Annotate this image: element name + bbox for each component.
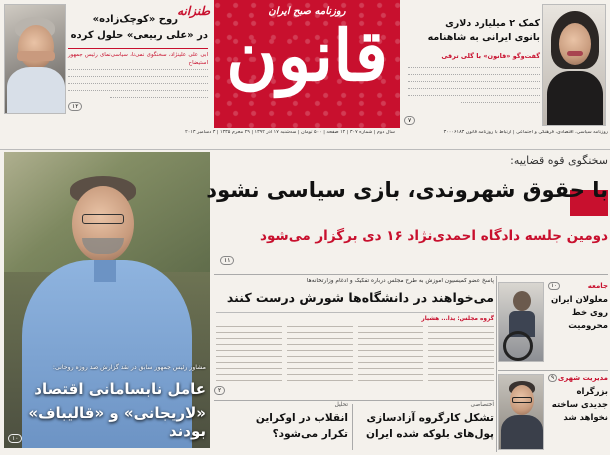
top-left-story[interactable] (68, 4, 210, 114)
lead-story[interactable] (206, 152, 608, 272)
divider (214, 274, 608, 275)
left-feature-headline-1: عامل نابسامانی اقتصاد (34, 380, 206, 398)
top-left-body (68, 66, 208, 110)
masthead-logo[interactable] (214, 0, 400, 128)
left-feature-story[interactable] (4, 360, 210, 450)
top-right-photo (542, 4, 606, 126)
lead-headline: با حقوق شهروندی، بازی سیاسی نشود (206, 178, 608, 202)
center-kicker: پاسخ عضو کمیسیون آموزش به طرح مجلس درباره تفکیک و ادغام وزارتخانه‌ها (306, 278, 494, 284)
top-right-headline-1: کمک ۲ میلیارد دلاری (445, 18, 540, 29)
left-feature-kicker: مشاور رئیس جمهور سابق در نقد گزارش صد روزه روحانی: (52, 364, 206, 371)
top-right-byline: گفت‌وگو «قانون» با گلی ترقی (441, 52, 540, 60)
top-left-headline-1: روح «کوچک‌زاده» (92, 14, 178, 25)
center-page-ref: ۲ (214, 386, 225, 395)
masthead-tagline: روزنامه صبح ایران (268, 6, 346, 17)
lead-page-ref: ۱۱ (220, 256, 234, 265)
divider (498, 370, 608, 371)
satire-badge: طنزانه (177, 4, 210, 18)
top-right-page-ref: ۷ (404, 116, 415, 125)
masthead-title: قانون (226, 14, 388, 97)
sidebar-divider (496, 276, 497, 452)
side-bottom-section: مدیریت شهری (557, 374, 608, 382)
bottom-center-headline-1: تشکل کارگروه آزادسازی (366, 412, 494, 424)
bottom-left-headline-1: انقلاب در اوکراین (255, 412, 348, 424)
side-top-headline: معلولان ایران روی خط محرومیت (551, 295, 608, 331)
center-byline: گروه مجلس: یدا... هشیار (421, 316, 494, 322)
lead-kicker: سخنگوی قوه قضاییه: (510, 154, 608, 167)
official-photo (498, 374, 544, 450)
divider (352, 404, 353, 450)
side-top-page-ref: ۱۰ (548, 282, 560, 290)
masthead-issue-line: سال دوم | شماره ۳۰۷ | ۱۲ صفحه | ۵۰۰ تومان | سه‌شنبه ۱۷ آذر ۱۳۹۲ | ۲۹ محرم ۱۴۳۵ | ۳ دسامبر ۲۰۱۳ (185, 130, 395, 135)
top-left-photo (4, 4, 66, 114)
side-top-section: جامعه (587, 282, 608, 290)
top-right-headline-2: بانوی ایرانی به شاهنامه (427, 32, 540, 43)
divider (214, 400, 494, 401)
bottom-left-story[interactable] (214, 402, 348, 452)
left-feature-headline-2: «لاریجانی» و «قالیباف» بودند (28, 404, 206, 440)
bottom-center-kicker: اختصاصی (470, 402, 494, 408)
top-left-headline-2: در «علی ربیعی» حلول کرده (70, 30, 208, 41)
left-feature-page-ref: ۱۰ (8, 434, 22, 443)
center-headline: می‌خواهند در دانشگاه‌ها شورش درست کنند (226, 290, 494, 305)
side-bottom-page-ref: ۹ (548, 374, 557, 382)
masthead-subtitle-line: روزنامه سیاسی، اقتصادی، فرهنگی و اجتماعی | ارتباط با روزنامه قانون ۳۰۰۰۶۱۸۳ (443, 130, 608, 135)
side-top-story[interactable] (498, 282, 608, 368)
wheelchair-photo (498, 282, 544, 362)
side-bottom-headline: بزرگراه جدیدی ساخته نخواهد شد (551, 387, 608, 423)
side-bottom-story[interactable] (498, 374, 608, 452)
center-body (216, 326, 494, 386)
top-left-subline: ابی علی علینژاد، سخنگوی نمی‌نا، سیاسی‌نمای رئیس جمهور استیضاح (68, 52, 208, 66)
bottom-center-story[interactable] (356, 402, 494, 452)
bottom-left-headline-2: تکرار می‌شود؟ (272, 428, 348, 440)
top-right-body (408, 64, 540, 116)
center-story[interactable] (214, 276, 494, 396)
lead-subhead: دومین جلسه دادگاه احمدی‌نژاد ۱۶ دی برگزار می‌شود (260, 228, 608, 244)
bottom-center-headline-2: پول‌های بلوکه شده ایران (366, 428, 494, 440)
top-left-page-ref: ۱۲ (68, 102, 82, 111)
top-right-story[interactable] (404, 4, 540, 126)
bottom-left-kicker: تحلیل (334, 402, 348, 408)
